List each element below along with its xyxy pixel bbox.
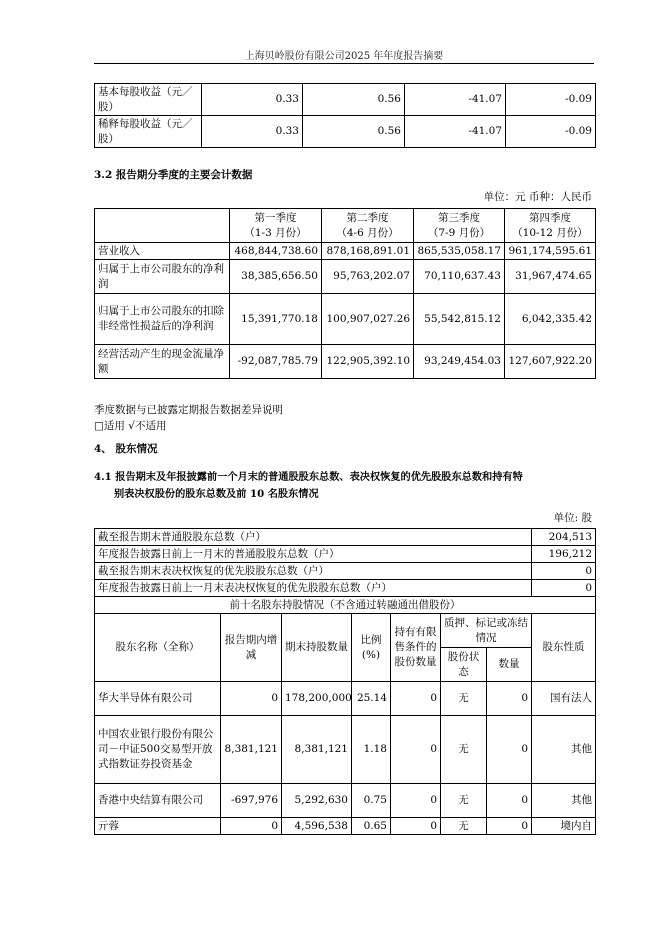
table-row — [95, 243, 596, 260]
holder-change: 0 — [221, 818, 282, 835]
quarter-header — [322, 209, 414, 243]
page-header: 上海贝岭股份有限公司2025 年年度报告摘要 — [244, 51, 444, 62]
cell-value: 100,907,027.26 — [322, 294, 414, 345]
holder-change: 0 — [221, 682, 282, 716]
summary-label: 截至报告期末表决权恢复的优先股股东总数（户） — [95, 563, 532, 580]
holder-name: 亓蓉 — [95, 818, 221, 835]
quarter-name: 第四季度 — [529, 211, 571, 224]
table-row — [95, 345, 596, 379]
summary-row — [95, 529, 596, 546]
summary-row — [95, 563, 596, 580]
eps-label: 稀释每股收益（元／股） — [95, 116, 202, 148]
section-4-1-heading-line2: 别表决权股份的股东总数及前 10 名股东情况 — [114, 488, 319, 500]
summary-label: 截至报告期末普通股股东总数（户） — [95, 529, 532, 546]
holder-restricted: 0 — [391, 818, 441, 835]
row-label: 归属于上市公司股东的净利润 — [95, 260, 230, 294]
section-3-2-heading: 3.2 报告期分季度的主要会计数据 — [94, 169, 253, 181]
holder-name: 华大半导体有限公司 — [95, 682, 221, 716]
holder-nature: 国有法人 — [532, 682, 596, 716]
cell-value: 468,844,738.60 — [230, 243, 322, 260]
cell-value: 865,535,058.17 — [414, 243, 505, 260]
summary-value: 0 — [532, 580, 596, 597]
cell-value: 127,607,922.20 — [505, 345, 596, 379]
quarter-header — [505, 209, 596, 243]
quarter-name: 第三季度 — [438, 211, 480, 224]
table-header-row — [95, 209, 596, 243]
table-title-row — [95, 597, 596, 614]
holder-restricted: 0 — [391, 784, 441, 818]
holder-nature: 其他 — [532, 784, 596, 818]
quarterly-note: 季度数据与已披露定期报告数据差异说明 — [94, 404, 283, 416]
cell-value: 55,542,815.12 — [414, 294, 505, 345]
cell-value: 6,042,335.42 — [505, 294, 596, 345]
eps-value: 0.33 — [202, 116, 303, 148]
holder-ratio: 1.18 — [352, 716, 391, 784]
holder-qty: 0 — [487, 784, 532, 818]
table-row — [95, 116, 596, 148]
eps-value: -41.07 — [405, 116, 506, 148]
cell-value: 93,249,454.03 — [414, 345, 505, 379]
col-held: 期末持股数量 — [282, 614, 352, 682]
eps-value: -0.09 — [506, 116, 596, 148]
holder-held: 5,292,630 — [282, 784, 352, 818]
shareholder-table — [94, 528, 596, 835]
quarter-name: 第一季度 — [254, 211, 297, 224]
holder-restricted: 0 — [391, 682, 441, 716]
holder-name: 香港中央结算有限公司 — [95, 784, 221, 818]
cell-value: 70,110,637.43 — [414, 260, 505, 294]
table-row — [95, 294, 596, 345]
section-4-1-heading-line1: 4.1 报告期末及年报披露前一个月末的普通股股东总数、表决权恢复的优先股股东总数和持有特 — [94, 471, 523, 483]
summary-row — [95, 546, 596, 563]
eps-table — [94, 83, 596, 148]
col-name: 股东名称（全称） — [95, 614, 221, 682]
col-pledge-status: 股份状态 — [441, 648, 487, 682]
col-change: 报告期内增减 — [221, 614, 282, 682]
unit-label: 单位：元 币种：人民币 — [483, 191, 592, 203]
holder-nature: 其他 — [532, 716, 596, 784]
cell-value: 31,967,474.65 — [505, 260, 596, 294]
table-row — [95, 84, 596, 116]
col-pledge: 质押、标记或冻结情况 — [441, 614, 532, 648]
col-pledge-qty: 数量 — [487, 648, 532, 682]
eps-value: 0.56 — [303, 116, 405, 148]
top10-title: 前十名股东持股情况（不含通过转融通出借股份） — [95, 597, 596, 614]
row-label: 营业收入 — [95, 243, 230, 260]
holder-qty: 0 — [487, 682, 532, 716]
summary-value: 204,513 — [532, 529, 596, 546]
holder-restricted: 0 — [391, 716, 441, 784]
cell-value: 961,174,595.61 — [505, 243, 596, 260]
holder-name: 中国农业银行股份有限公司－中证500交易型开放式指数证券投资基金 — [95, 716, 221, 784]
col-ratio: 比例(%) — [352, 614, 391, 682]
header-rule — [94, 63, 594, 64]
eps-label: 基本每股收益（元／股） — [95, 84, 202, 116]
table-row — [95, 716, 596, 784]
cell-value: 878,168,891.01 — [322, 243, 414, 260]
quarter-range: （10-12 月份） — [512, 226, 588, 239]
table-row — [95, 260, 596, 294]
quarter-name: 第二季度 — [346, 211, 389, 224]
holder-qty: 0 — [487, 818, 532, 835]
cell-value: 38,385,656.50 — [230, 260, 322, 294]
holder-status: 无 — [441, 784, 487, 818]
holder-held: 4,596,538 — [282, 818, 352, 835]
col-restricted: 持有有限售条件的股份数量 — [391, 614, 441, 682]
holder-qty: 0 — [487, 716, 532, 784]
quarter-header — [414, 209, 505, 243]
cell-value: 95,763,202.07 — [322, 260, 414, 294]
eps-value: 0.56 — [303, 84, 405, 116]
table-row — [95, 818, 596, 835]
eps-value: -41.07 — [405, 84, 506, 116]
summary-label: 年度报告披露日前上一月末的普通股股东总数（户） — [95, 546, 532, 563]
col-nature: 股东性质 — [532, 614, 596, 682]
corner-cell — [95, 209, 230, 243]
summary-value: 0 — [532, 563, 596, 580]
holder-status: 无 — [441, 818, 487, 835]
holder-status: 无 — [441, 682, 487, 716]
summary-label: 年度报告披露日前上一月末表决权恢复的优先股股东总数（户） — [95, 580, 532, 597]
eps-value: -0.09 — [506, 84, 596, 116]
row-label: 归属于上市公司股东的扣除非经常性损益后的净利润 — [95, 294, 230, 345]
holder-change: -697,976 — [221, 784, 282, 818]
quarter-range: （1-3 月份） — [244, 226, 307, 239]
holder-status: 无 — [441, 716, 487, 784]
holder-ratio: 0.75 — [352, 784, 391, 818]
holder-held: 178,200,000 — [282, 682, 352, 716]
cell-value: 122,905,392.10 — [322, 345, 414, 379]
table-row — [95, 784, 596, 818]
holder-ratio: 0.65 — [352, 818, 391, 835]
table-row — [95, 682, 596, 716]
table-header-row — [95, 614, 596, 648]
cell-value: -92,087,785.79 — [230, 345, 322, 379]
summary-value: 196,212 — [532, 546, 596, 563]
unit-label: 单位: 股 — [553, 512, 592, 524]
holder-held: 8,381,121 — [282, 716, 352, 784]
quarter-range: （7-9 月份） — [427, 226, 491, 239]
quarter-range: （4-6 月份） — [336, 226, 399, 239]
quarterly-table — [94, 208, 596, 379]
applicable-checkbox: □适用 √不适用 — [94, 420, 167, 432]
row-label: 经营活动产生的现金流量净额 — [95, 345, 230, 379]
summary-row — [95, 580, 596, 597]
section-4-heading: 4、 股东情况 — [94, 443, 158, 455]
holder-change: 8,381,121 — [221, 716, 282, 784]
cell-value: 15,391,770.18 — [230, 294, 322, 345]
holder-nature: 境内自 — [532, 818, 596, 835]
holder-ratio: 25.14 — [352, 682, 391, 716]
quarter-header — [230, 209, 322, 243]
eps-value: 0.33 — [202, 84, 303, 116]
